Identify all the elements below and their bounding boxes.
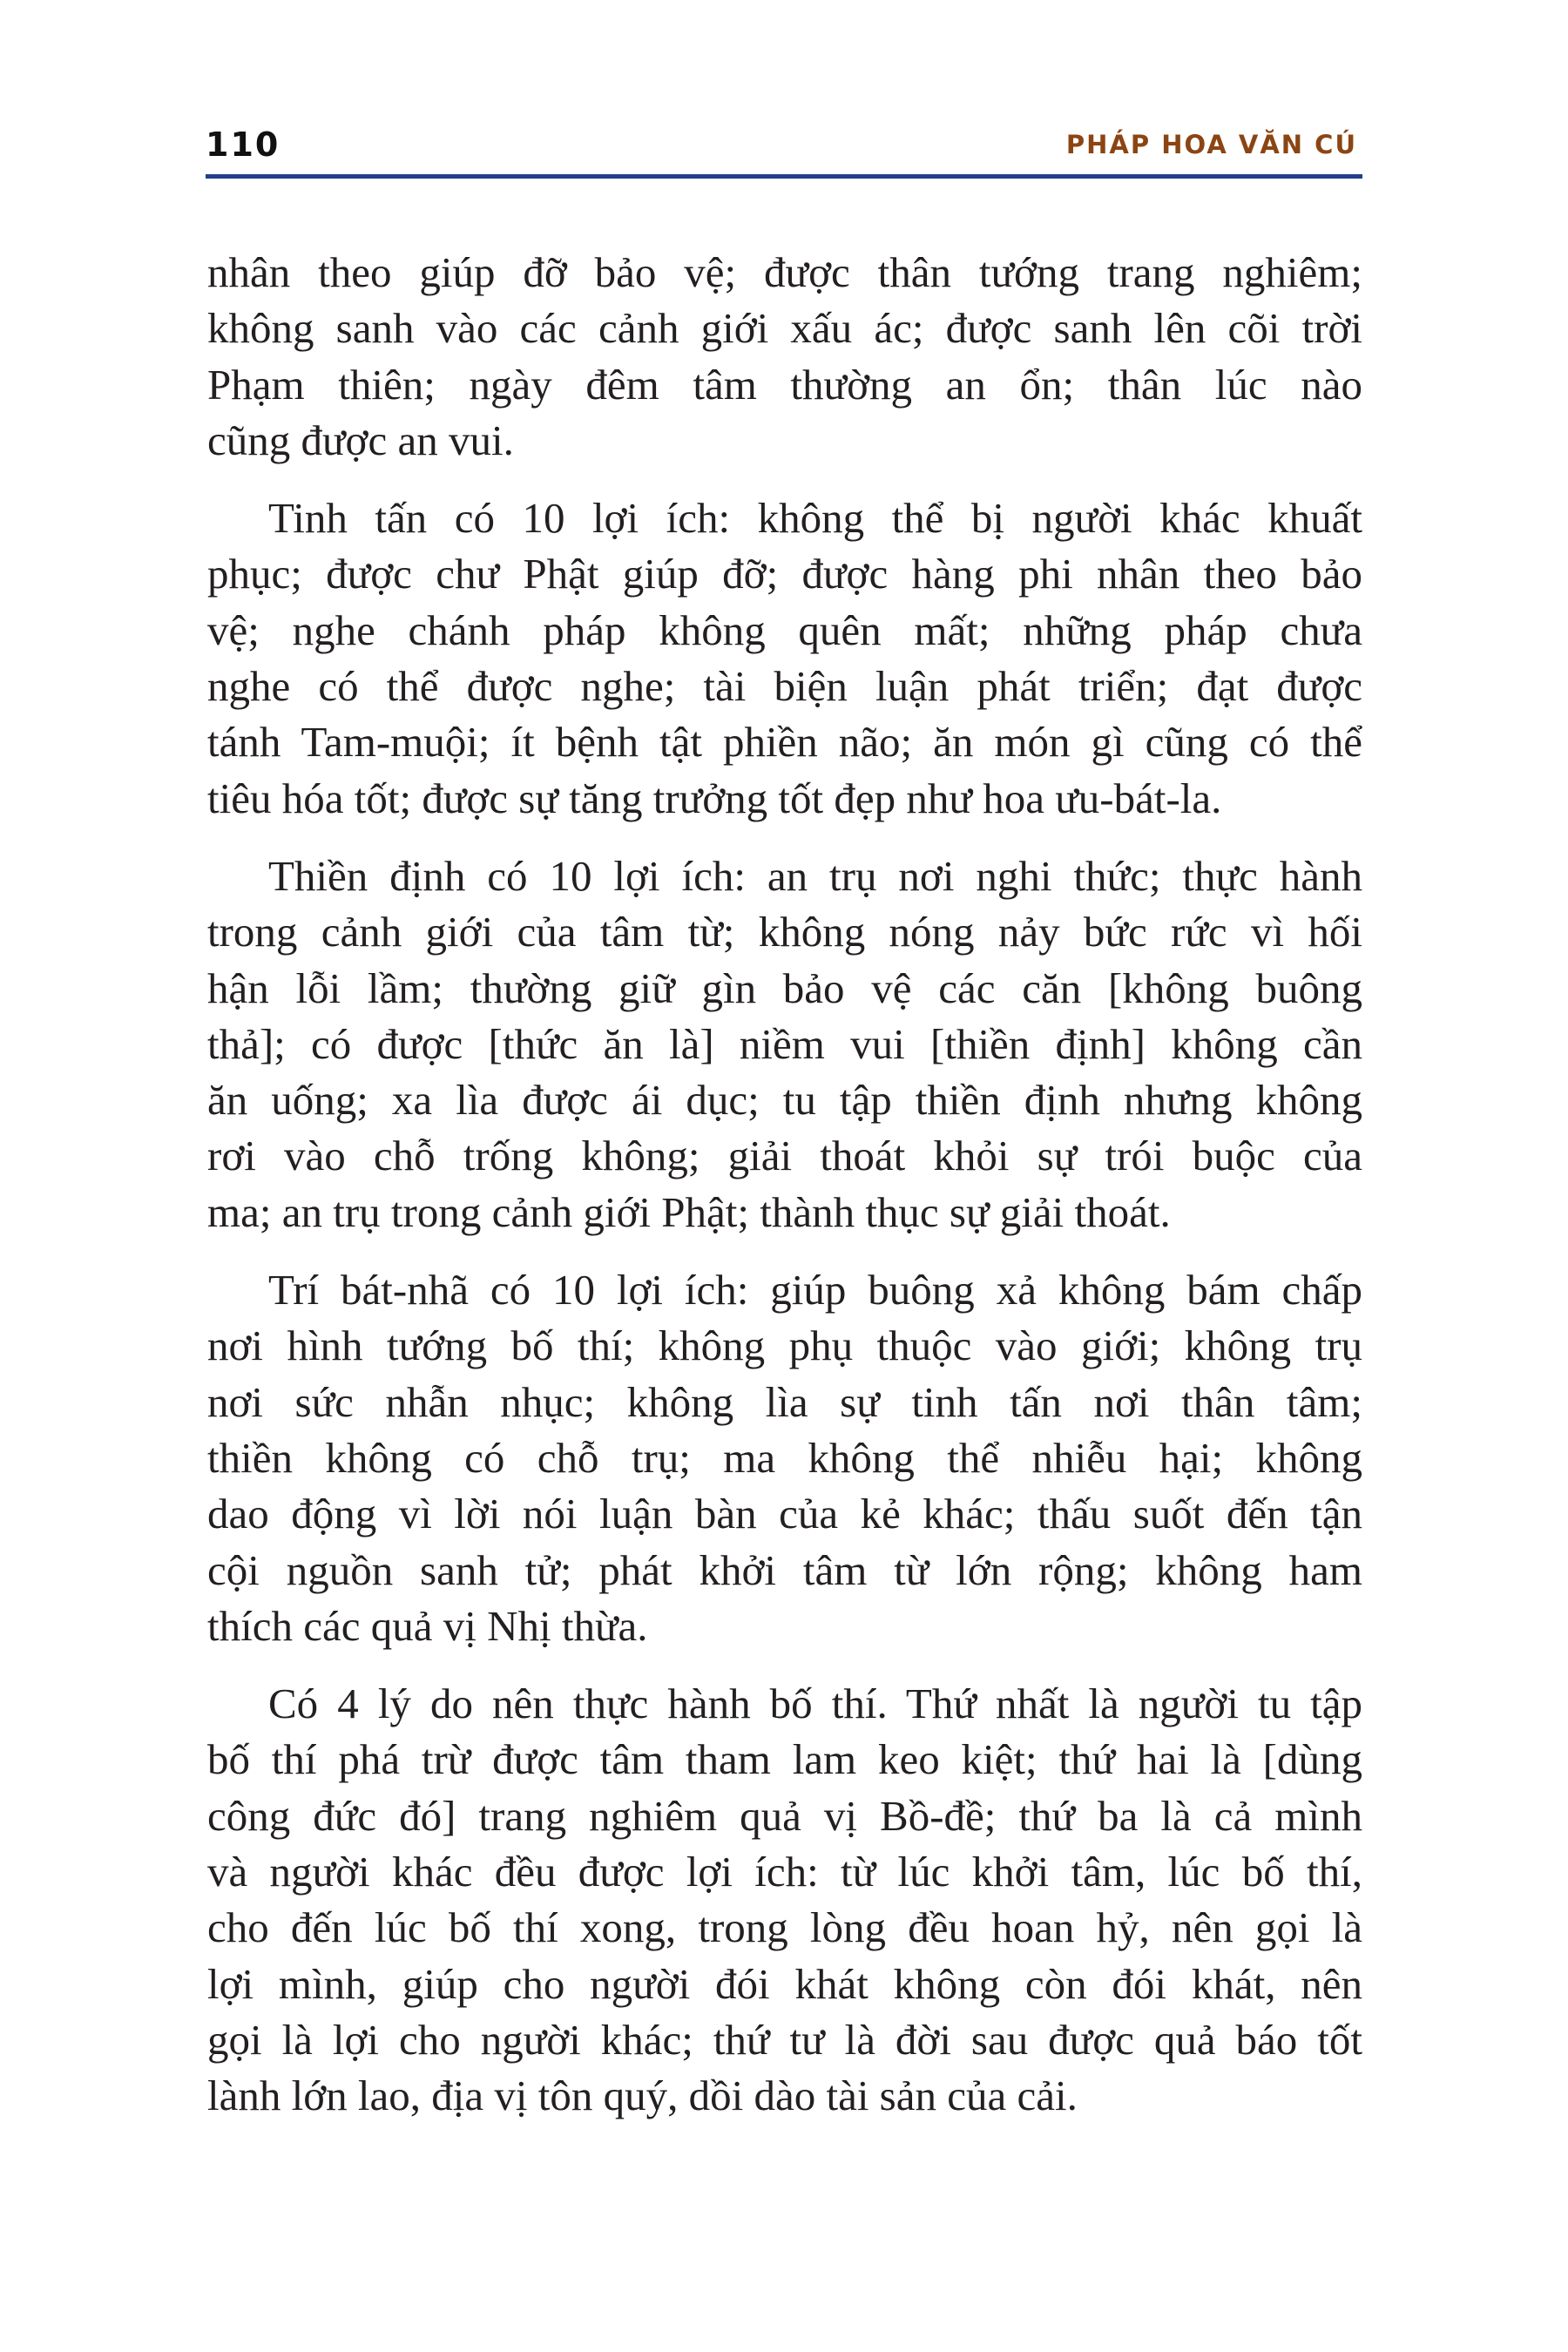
text-line: bố thí phá trừ được tâm tham lam keo kiệt; thứ hai là [dùng xyxy=(207,1735,1362,1784)
text-line: cũng được an vui. xyxy=(207,416,514,464)
paragraph xyxy=(207,1262,1362,1654)
page-number: 110 xyxy=(206,125,280,164)
text-line: Phạm thiên; ngày đêm tâm thường an ổn; thân lúc nào xyxy=(207,360,1362,409)
text-line: cội nguồn sanh tử; phát khởi tâm từ lớn rộng; không ham xyxy=(207,1545,1362,1594)
paragraph xyxy=(207,1676,1362,2124)
text-line: Tinh tấn có 10 lợi ích: không thể bị người khác khuất xyxy=(268,494,1362,543)
text-line: thích các quả vị Nhị thừa. xyxy=(207,1601,648,1650)
text-line: lợi mình, giúp cho người đói khát không còn đói khát, nên xyxy=(207,1959,1362,2008)
running-title: PHÁP HOA VĂN CÚ xyxy=(1065,130,1357,159)
text-line: phục; được chư Phật giúp đỡ; được hàng phi nhân theo bảo xyxy=(207,550,1362,598)
text-line: hận lỗi lầm; thường giữ gìn bảo vệ các căn [không buông xyxy=(207,963,1362,1012)
paragraph xyxy=(207,848,1362,1240)
text-line: tiêu hóa tốt; được sự tăng trưởng tốt đẹp như hoa ưu-bát-la. xyxy=(207,774,1222,822)
text-line: thiền không có chỗ trụ; ma không thể nhiễu hại; không xyxy=(207,1433,1362,1482)
text-line: không sanh vào các cảnh giới xấu ác; được sanh lên cõi trời xyxy=(207,304,1362,353)
header-rule xyxy=(206,174,1362,179)
text-line: lành lớn lao, địa vị tôn quý, dồi dào tài sản của cải. xyxy=(207,2072,1078,2120)
text-line: nơi hình tướng bố thí; không phụ thuộc vào giới; không trụ xyxy=(207,1321,1362,1370)
text-line: nghe có thể được nghe; tài biện luận phát triển; đạt được xyxy=(207,662,1362,711)
text-line: nơi sức nhẫn nhục; không lìa sự tinh tấn nơi thân tâm; xyxy=(207,1377,1362,1426)
text-line: dao động vì lời nói luận bàn của kẻ khác; thấu suốt đến tận xyxy=(207,1490,1362,1538)
text-line: ăn uống; xa lìa được ái dục; tu tập thiền định nhưng không xyxy=(207,1076,1362,1125)
text-line: cho đến lúc bố thí xong, trong lòng đều hoan hỷ, nên gọi là xyxy=(207,1903,1362,1952)
text-line: rơi vào chỗ trống không; giải thoát khỏi sự trói buộc của xyxy=(207,1132,1362,1180)
text-line: công đức đó] trang nghiêm quả vị Bồ-đề; thứ ba là cả mình xyxy=(207,1791,1362,1840)
text-line: và người khác đều được lợi ích: từ lúc khởi tâm, lúc bố thí, xyxy=(207,1848,1362,1896)
page-header xyxy=(206,122,1362,179)
text-line: Thiền định có 10 lợi ích: an trụ nơi nghi thức; thực hành xyxy=(268,851,1362,900)
paragraph xyxy=(207,245,1362,469)
text-line: ma; an trụ trong cảnh giới Phật; thành thục sự giải thoát. xyxy=(207,1187,1171,1236)
text-line: gọi là lợi cho người khác; thứ tư là đời sau được quả báo tốt xyxy=(207,2015,1362,2064)
paragraph xyxy=(207,490,1362,827)
text-line: Có 4 lý do nên thực hành bố thí. Thứ nhất là người tu tập xyxy=(268,1680,1362,1728)
body-text xyxy=(207,245,1362,2125)
text-line: nhân theo giúp đỡ bảo vệ; được thân tướng trang nghiêm; xyxy=(207,248,1362,296)
text-line: Trí bát-nhã có 10 lợi ích: giúp buông xả không bám chấp xyxy=(268,1266,1362,1315)
text-line: tánh Tam-muội; ít bệnh tật phiền não; ăn món gì cũng có thể xyxy=(207,718,1362,767)
text-line: vệ; nghe chánh pháp không quên mất; những pháp chưa xyxy=(207,605,1362,654)
text-line: thả]; có được [thức ăn là] niềm vui [thiền định] không cần xyxy=(207,1019,1362,1068)
text-line: trong cảnh giới của tâm từ; không nóng nảy bức rức vì hối xyxy=(207,908,1362,956)
